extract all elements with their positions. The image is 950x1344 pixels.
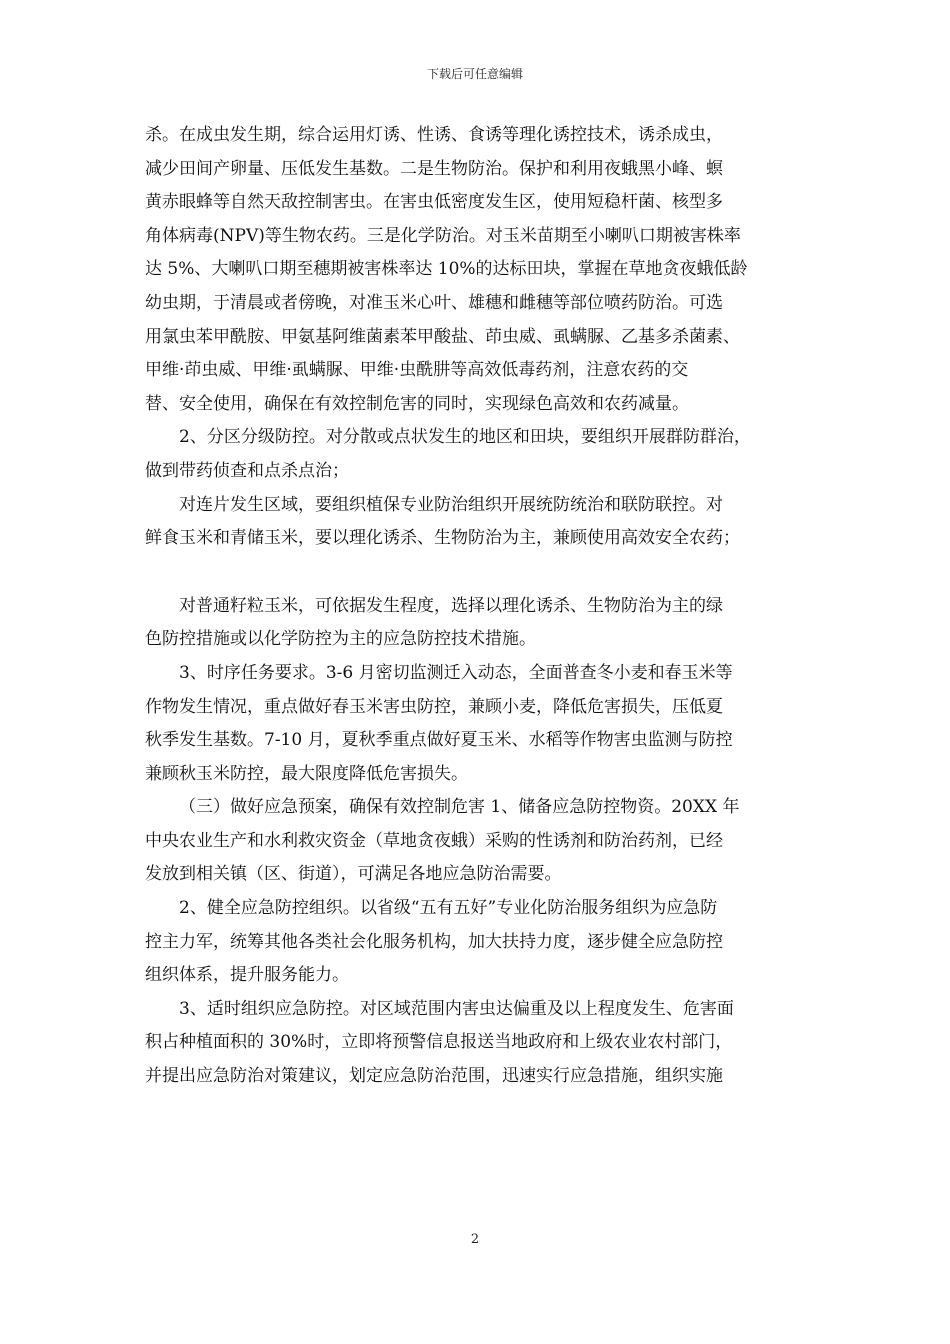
text-line: 秋季发生基数。7-10 月，夏秋季重点做好夏玉米、水稻等作物害虫监测与防控 [145,730,733,751]
document-body [145,124,810,1099]
text-line: 色防控措施或以化学防控为主的应急防控技术措施。 [145,629,536,650]
text-line: 达 5%、大喇叭口期至穗期被害株率达 10%的达标田块，掌握在草地贪夜蛾低龄 [145,259,748,280]
text-line: 杀。在成虫发生期，综合运用灯诱、性诱、食诱等理化诱控技术，诱杀成虫， [145,125,723,145]
text-line: 角体病毒(NPV)等生物农药。三是化学防治。对玉米苗期至小喇叭口期被害株率 [145,225,741,246]
page-number: 2 [470,1232,480,1247]
text-line: 减少田间产卵量、压低发生基数。二是生物防治。保护和利用夜蛾黑小峰、螟 [145,158,723,179]
text-line: 组织体系，提升服务能力。 [145,965,349,986]
text-line: 兼顾秋玉米防控，最大限度降低危害损失。 [145,763,468,784]
page-header: 下载后可任意编辑 [426,67,523,81]
text-line: 做到带药侦查和点杀点治； [145,460,349,481]
text-line: 积占种植面积的 30%时，立即将预警信息报送当地政府和上级农业农村部门， [145,1032,733,1053]
paragraph-first-line: 3、适时组织应急防控。对区域范围内害虫达偏重及以上程度发生、危害面 [179,998,734,1019]
text-line: 幼虫期，于清晨或者傍晚，对准玉米心叶、雄穗和雌穗等部位喷药防治。可选 [145,292,723,313]
paragraph-gap [145,561,810,595]
paragraph-first-line: 对连片发生区域，要组织植保专业防治组织开展统防统治和联防联控。对 [179,494,723,515]
text-line: 作物发生情况，重点做好春玉米害虫防控，兼顾小麦，降低危害损失，压低夏 [145,696,723,717]
text-line: 发放到相关镇（区、街道），可满足各地应急防治需要。 [145,864,562,885]
text-line: 控主力军，统筹其他各类社会化服务机构，加大扶持力度，逐步健全应急防控 [145,931,723,952]
paragraph-first-line: 3、时序任务要求。3-6 月密切监测迁入动态，全面普查冬小麦和春玉米等 [179,662,733,683]
text-line: 替、安全使用，确保在有效控制危害的同时，实现绿色高效和农药减量。 [145,393,689,414]
text-line: 黄赤眼蜂等自然天敌控制害虫。在害虫低密度发生区，使用短稳杆菌、核型多 [145,192,723,213]
text-line: 用氯虫苯甲酰胺、甲氨基阿维菌素苯甲酸盐、茚虫威、虱螨脲、乙基多杀菌素、 [145,326,740,347]
text-line: 中央农业生产和水利救灾资金（草地贪夜蛾）采购的性诱剂和防治药剂，已经 [145,830,723,851]
paragraph-first-line: 对普通籽粒玉米，可依据发生程度，选择以理化诱杀、生物防治为主的绿 [179,595,723,616]
text-line: 甲维·茚虫威、甲维·虱螨脲、甲维·虫酰肼等高效低毒药剂，注意农药的交 [145,360,689,381]
paragraph-first-line: （三）做好应急预案，确保有效控制危害 1、储备应急防控物资。20XX 年 [179,797,740,818]
paragraph-first-line: 2、健全应急防控组织。以省级“五有五好”专业化防治服务组织为应急防 [179,898,718,919]
text-line: 鲜食玉米和青储玉米，要以理化诱杀、生物防治为主，兼顾使用高效安全农药； [145,528,740,549]
text-line: 并提出应急防治对策建议，划定应急防治范围，迅速实行应急措施，组织实施 [145,1066,723,1087]
paragraph-first-line: 2、分区分级防控。对分散或点状发生的地区和田块，要组织开展群防群治， [179,427,751,448]
